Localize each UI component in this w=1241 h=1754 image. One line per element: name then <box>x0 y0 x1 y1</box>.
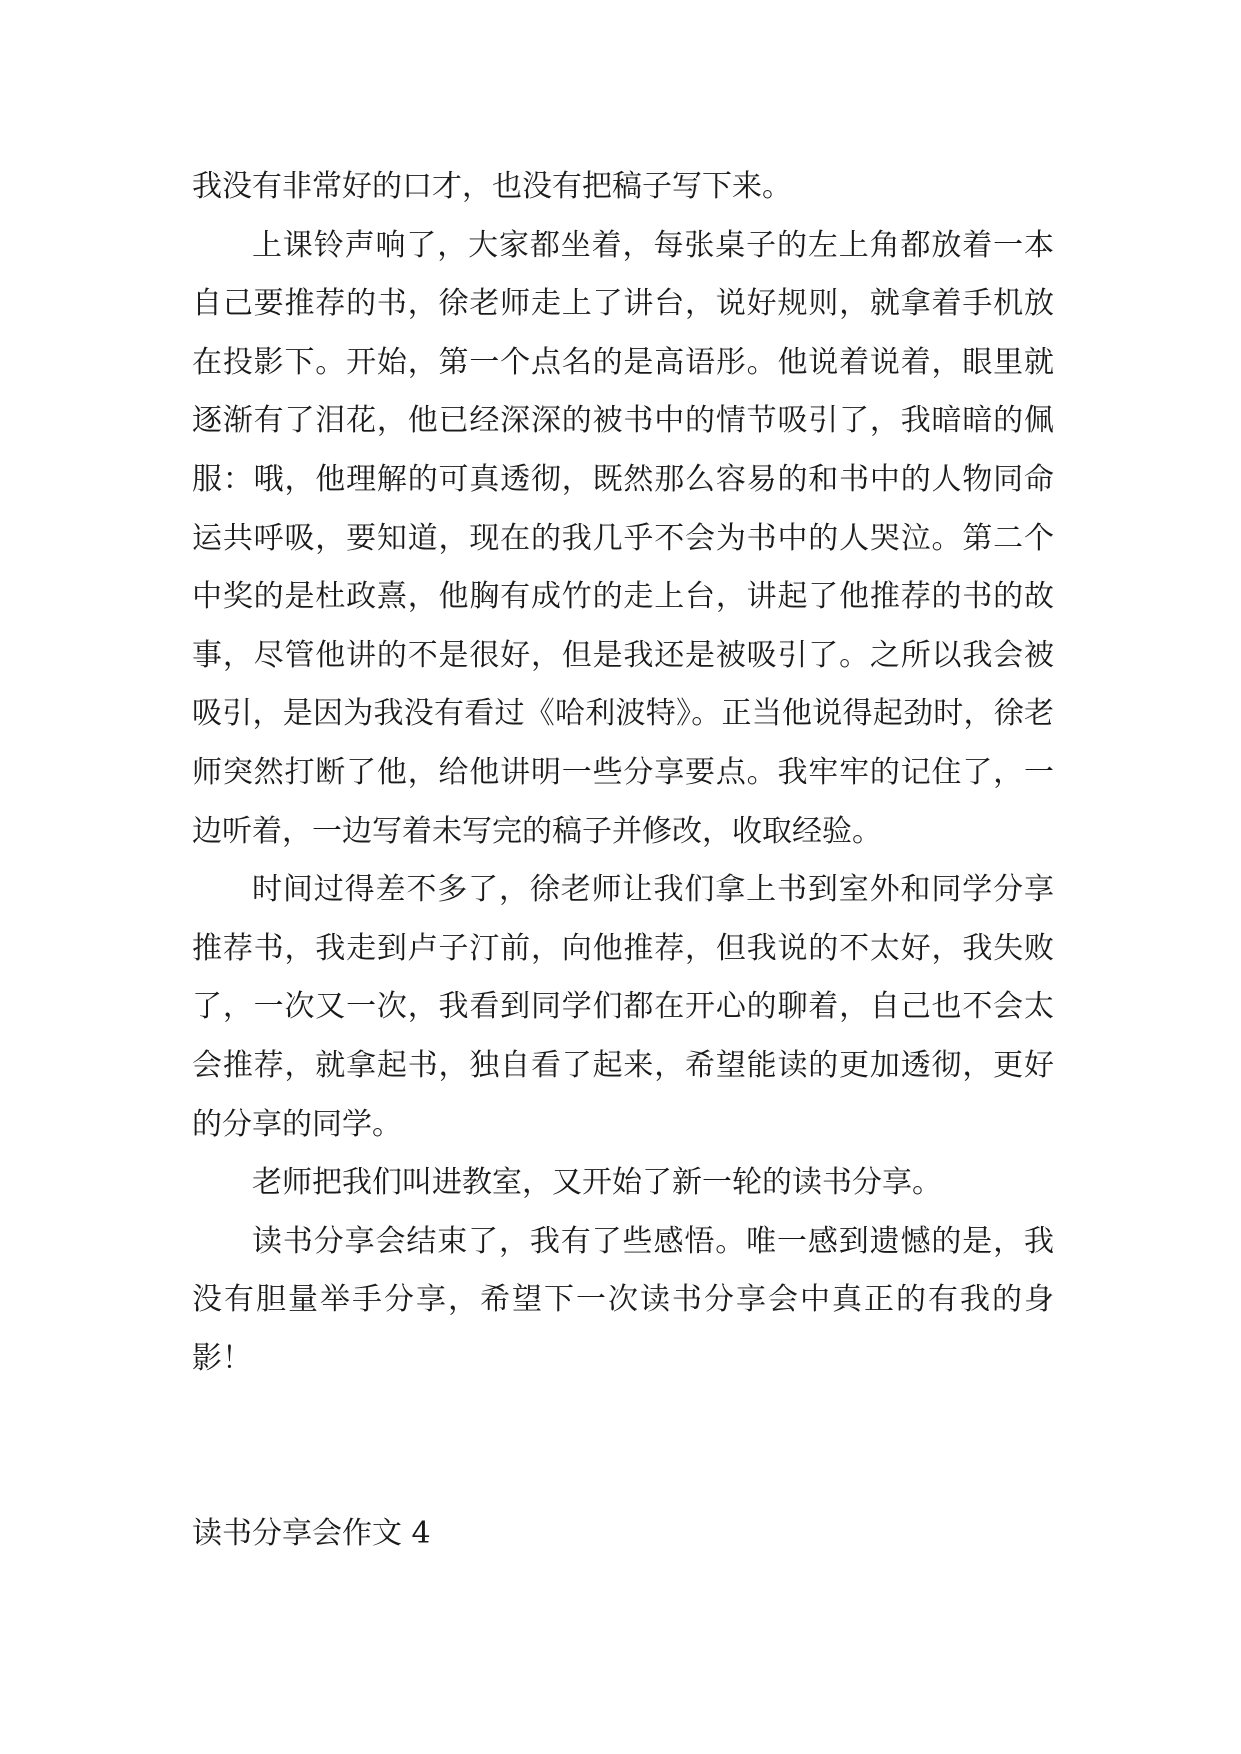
paragraph-continuation: 我没有非常好的口才，也没有把稿子写下来。 <box>192 169 792 204</box>
paragraph-class-start: 上课铃声响了，大家都坐着，每张桌子的左上角都放着一本自己要推荐的书，徐老师走上了讲台，说好规则，就拿着手机放在投影下。开始，第一个点名的是高语彤。他说着说着，眼里就逐渐有了泪花，他已经深深的被书中的情节吸引了，我暗暗的佩服：哦，他理解的可真透彻，既然那么容易的和书中的人物同命运共呼吸，要知道，现在的我几乎不会为书中的人哭泣。第二个中奖的是杜政熹，他胸有成竹的走上台，讲起了他推荐的书的故事，尽管他讲的不是很好，但是我还是被吸引了。之所以我会被吸引，是因为我没有看过《哈利波特》。正当他说得起劲时，徐老师突然打断了他，给他讲明一些分享要点。我牢牢的记住了，一边听着，一边写着未写完的稿子并修改，收取经验。 <box>192 227 1054 849</box>
paragraph-back-to-classroom: 老师把我们叫进教室，又开始了新一轮的读书分享。 <box>252 1165 942 1201</box>
paragraph-conclusion: 读书分享会结束了，我有了些感悟。唯一感到遗憾的是，我没有胆量举手分享，希望下一次读书分享会中真正的有我的身影！ <box>192 1223 1054 1376</box>
document-body <box>192 158 1054 1564</box>
section-title: 读书分享会作文 4 <box>192 1516 431 1552</box>
paragraph-outdoor-sharing: 时间过得差不多了，徐老师让我们拿上书到室外和同学分享推荐书，我走到卢子汀前，向他推荐，但我说的不太好，我失败了，一次又一次，我看到同学们都在开心的聊着，自己也不会太会推荐，就拿起书，独自看了起来，希望能读的更加透彻，更好的分享的同学。 <box>192 872 1054 1142</box>
